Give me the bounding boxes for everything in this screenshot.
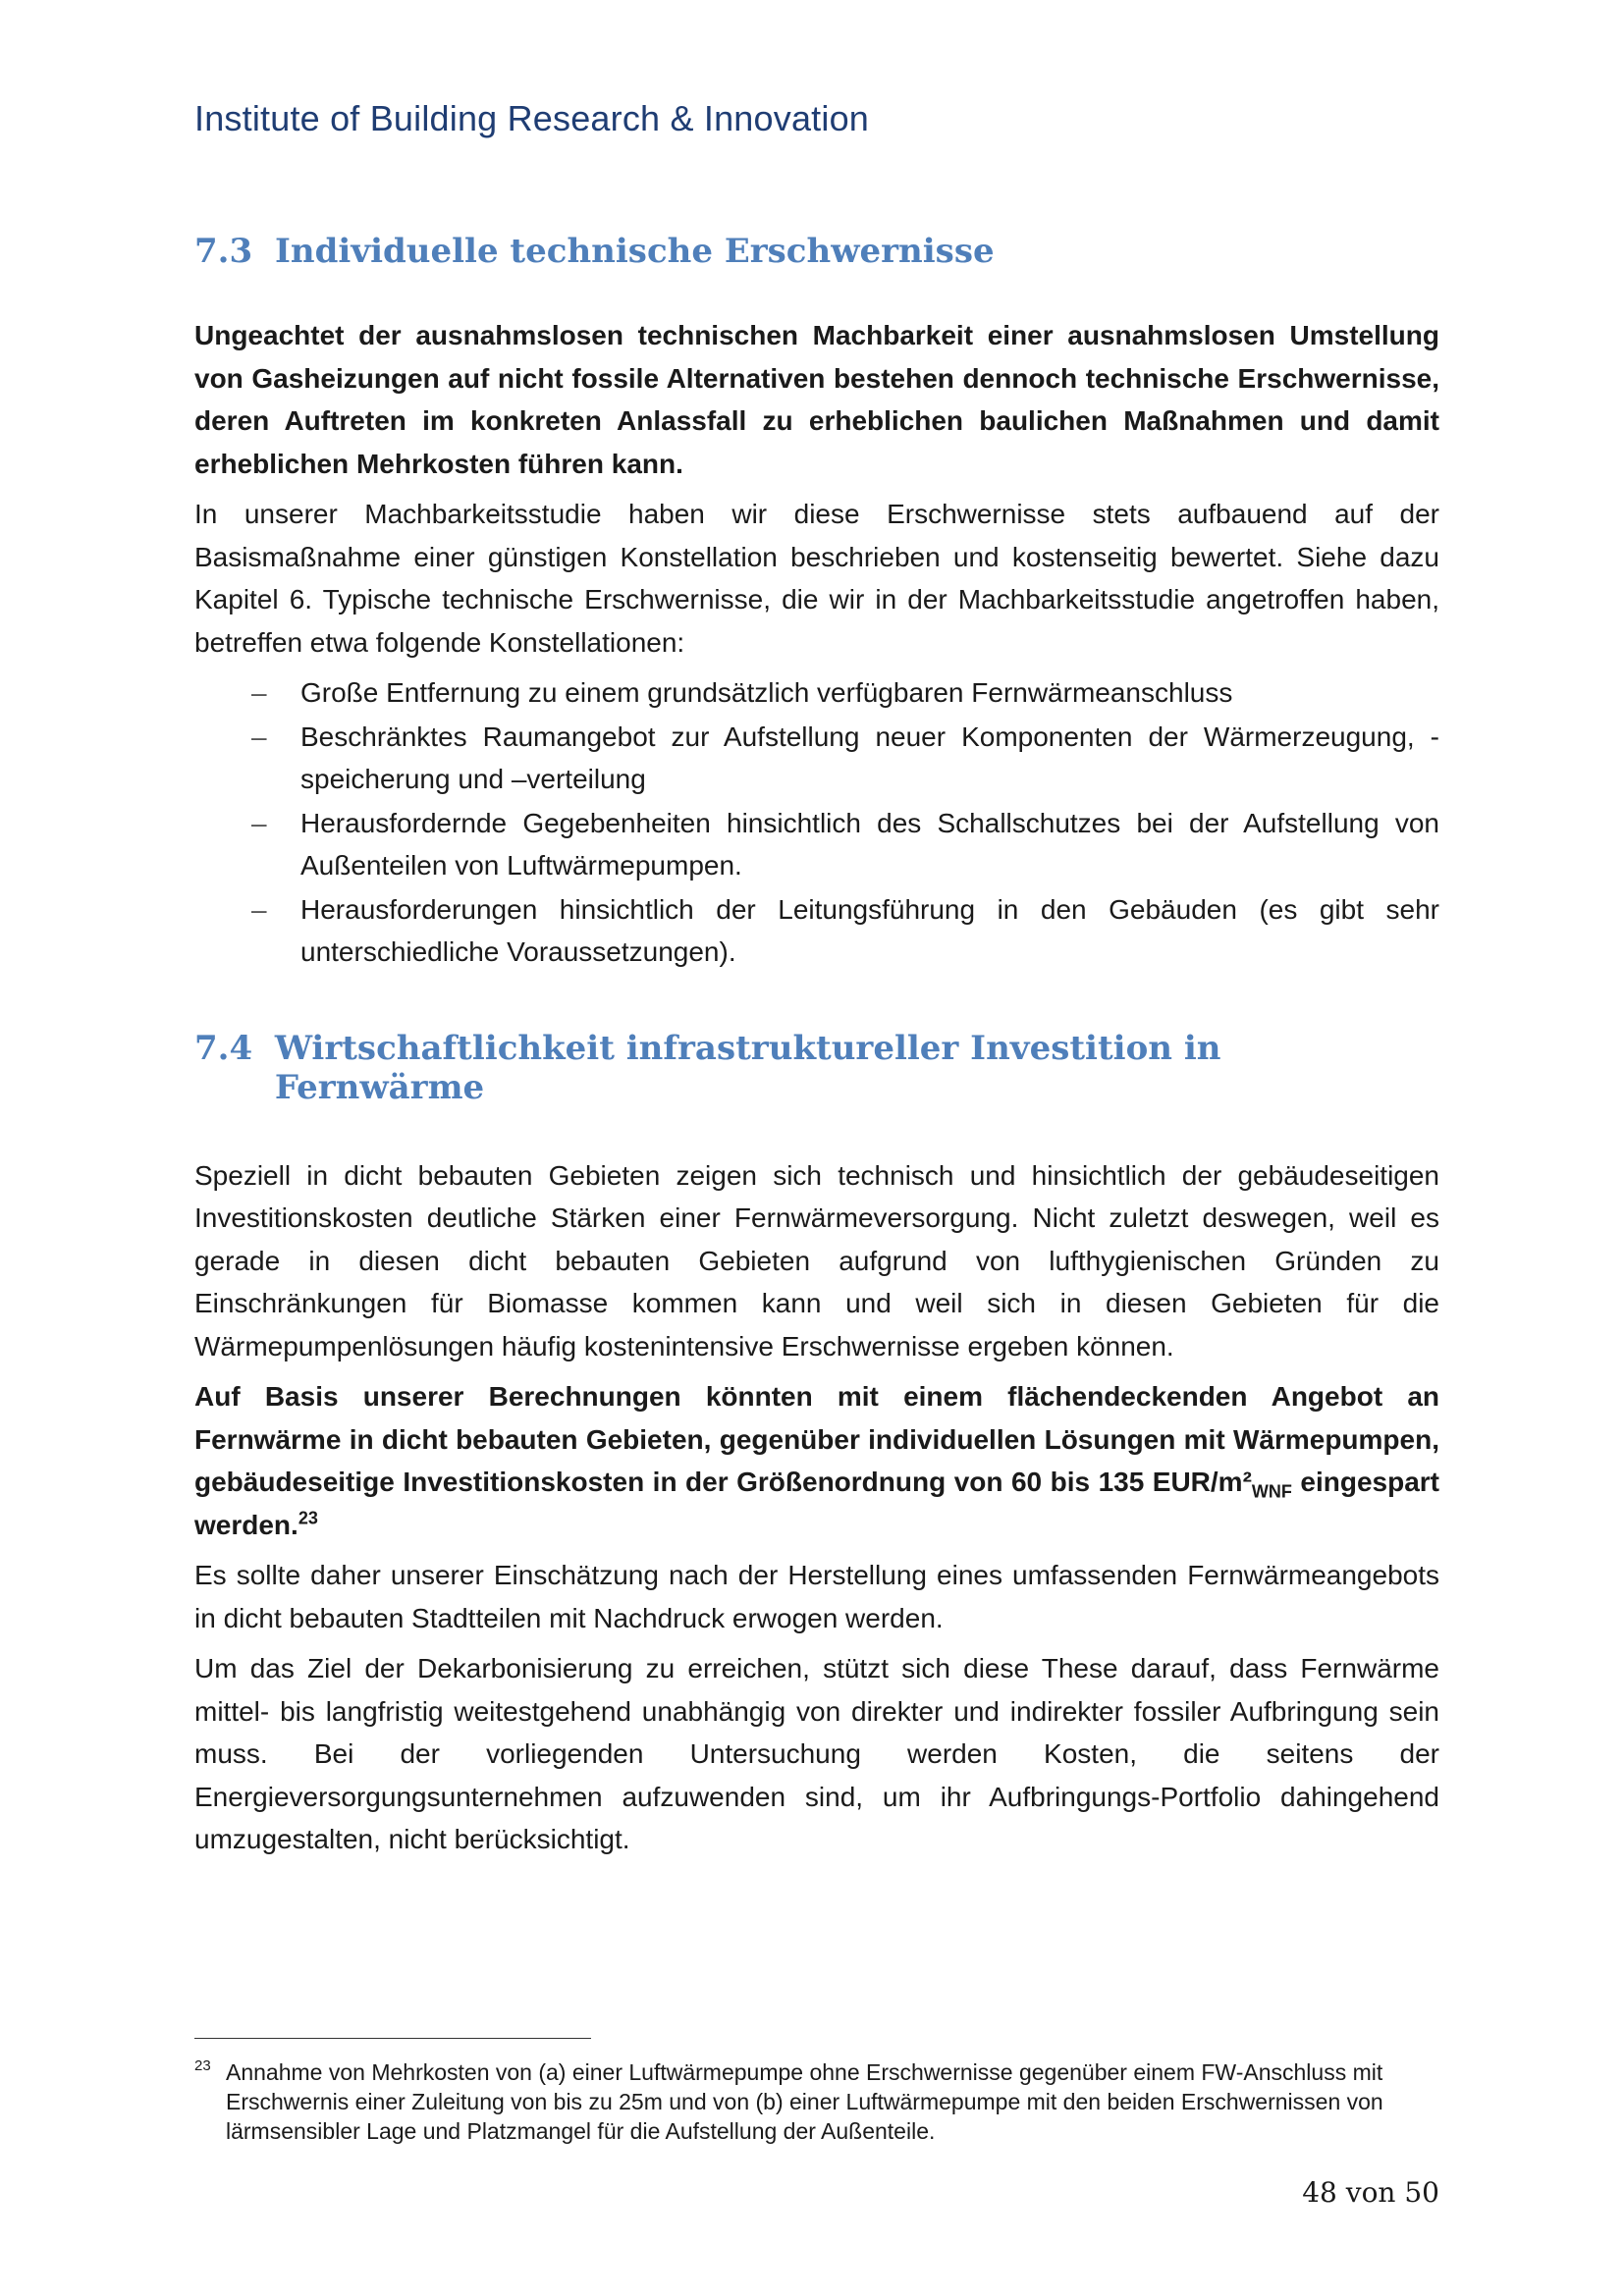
document-header: Institute of Building Research & Innovation — [194, 98, 870, 138]
list-item — [194, 671, 1439, 715]
dash-bullet-icon: – — [251, 677, 267, 708]
list-item-text: Große Entfernung zu einem grundsätzlich verfügbaren Fernwärmeanschluss — [300, 677, 1233, 708]
body-paragraph: Es sollte daher unserer Einschätzung nach der Herstellung eines umfassenden Fernwärmeangebots in dicht bebauten Stadtteilen mit Nachdruck erwogen werden. — [194, 1560, 1439, 1633]
list-item-text: Herausforderungen hinsichtlich der Leitungsführung in den Gebäuden (es gibt sehr unterschiedliche Voraussetzungen). — [300, 893, 1439, 967]
key-finding-paragraph — [194, 1375, 1439, 1546]
unit-subscript: WNF — [1251, 1481, 1292, 1502]
list-item-text: Beschränktes Raumangebot zur Aufstellung neuer Komponenten der Wärmerzeugung, -speicherung und –verteilung — [300, 721, 1439, 794]
section-title: Individuelle technische Erschwernisse — [275, 232, 995, 271]
page-content — [194, 232, 1439, 1869]
list-item — [194, 888, 1439, 974]
body-paragraph: In unserer Machbarkeitsstudie haben wir diese Erschwernisse stets aufbauend auf der Basismaßnahme einer günstigen Konstellation beschrieben und kostenseitig bewertet. Siehe dazu Kapitel 6. Typische technische Erschwernisse, die wir in der Machbarkeitsstudie angetroffen haben, betreffen etwa folgende Konstellationen: — [194, 499, 1439, 658]
footnote — [194, 2057, 1412, 2146]
section-heading-7-4 — [194, 1029, 1439, 1107]
key-finding-text: Auf Basis unserer Berechnungen könnten mit einem flächendeckenden Angebot an Fernwärme in dicht bebauten Gebieten, gegenüber individuellen Lösungen mit Wärmepumpen, gebäudeseitige Investitionskosten in der Größenordnung von 60 bis 135 EUR/m² — [194, 1381, 1439, 1497]
list-item — [194, 716, 1439, 801]
list-item — [194, 802, 1439, 887]
list-item-text: Herausfordernde Gegebenheiten hinsichtlich des Schallschutzes bei der Aufstellung von Außenteilen von Luftwärmepumpen. — [300, 807, 1439, 881]
dash-bullet-icon: – — [251, 893, 267, 925]
footnote-reference[interactable]: 23 — [298, 1508, 318, 1528]
page-number: 48 von 50 — [1302, 2176, 1439, 2209]
section-title: Wirtschaftlichkeit infrastruktureller Investition in Fernwärme — [274, 1028, 1221, 1107]
footnote-divider — [194, 2038, 591, 2039]
footnote-text: Annahme von Mehrkosten von (a) einer Luftwärmepumpe ohne Erschwernisse gegenüber einem FW-Anschluss mit Erschwernis einer Zuleitung von bis zu 25m und von (b) einer Luftwärmepumpe mit den beiden Erschwernissen von lärmsensibler Lage und Platzmangel für die Aufstellung der Außenteile. — [226, 2059, 1383, 2144]
footnote-number: 23 — [194, 2057, 211, 2074]
lead-paragraph-bold: Ungeachtet der ausnahmslosen technischen Machbarkeit einer ausnahmslosen Umstellung von Gasheizungen auf nicht fossile Alternativen bestehen dennoch technische Erschwernisse, deren Auftreten im konkreten Anlassfall zu erheblichen baulichen Maßnahmen und damit erheblichen Mehrkosten führen kann. — [194, 320, 1439, 479]
key-finding-text-end: eingespart werden. — [194, 1467, 1439, 1540]
section-number: 7.3 — [194, 232, 253, 271]
section-number: 7.4 — [194, 1028, 253, 1068]
body-paragraph: Um das Ziel der Dekarbonisierung zu erreichen, stützt sich diese These darauf, dass Fernwärme mittel- bis langfristig weitestgehend unabhängig von direkter und indirekter fossiler Aufbringung sein muss. Bei der vorliegenden Untersuchung werden Kosten, die seitens der Energieversorgungsunternehmen aufzuwenden sind, um ihr Aufbringungs-Portfolio dahingehend umzugestalten, nicht berücksichtigt. — [194, 1653, 1439, 1854]
bullet-list — [194, 671, 1439, 974]
dash-bullet-icon: – — [251, 721, 267, 752]
section-heading-7-3 — [194, 232, 1439, 271]
body-paragraph: Speziell in dicht bebauten Gebieten zeigen sich technisch und hinsichtlich der gebäudeseitigen Investitionskosten deutliche Stärken einer Fernwärmeversorgung. Nicht zuletzt deswegen, weil es gerade in diesen dicht bebauten Gebieten aufgrund von lufthygienischen Gründen zu Einschränkungen für Biomasse kommen kann und weil sich in diesen Gebieten für die Wärmepumpenlösungen häufig kostenintensive Erschwernisse ergeben können. — [194, 1159, 1439, 1362]
dash-bullet-icon: – — [251, 807, 267, 838]
